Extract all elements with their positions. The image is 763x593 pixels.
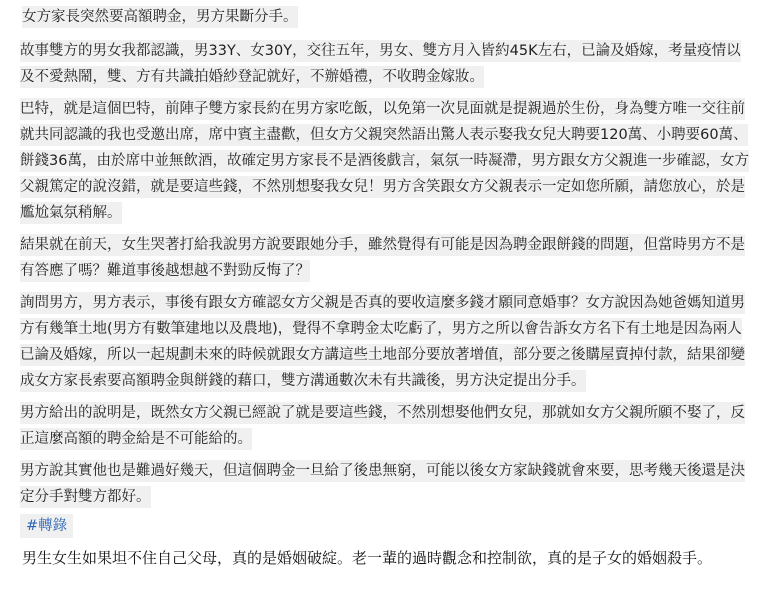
comment-text: 男生女生如果坦不住自己父母，真的是婚姻破綻。老一輩的過時觀念和控制欲，真的是子女的婚姻殺手。 bbox=[22, 549, 713, 567]
post-paragraph-title bbox=[0, 0, 763, 30]
paragraph-text: 故事雙方的男女我都認識，男33Y、女30Y，交往五年，男女、雙方月入皆約45K左右，已論及婚嫁，考量疫情以及不愛熱鬧，雙、方有共識拍婚紗登記就好，不辦婚禮，不收聘金嫁妝。 bbox=[20, 40, 741, 88]
paragraph-text: 女方家長突然要高額聘金，男方果斷分手。 bbox=[22, 6, 298, 28]
post-paragraph bbox=[0, 96, 763, 226]
paragraph-text: 男方給出的說明是，既然女方父親已經說了就是要這些錢，不然別想娶他們女兒，那就如女方父親所願不娶了，反正這麼高額的聘金給是不可能給的。 bbox=[20, 402, 745, 450]
paragraph-text: 結果就在前天，女生哭著打給我說男方說要跟她分手，雖然覺得有可能是因為聘金跟餅錢的問題，但當時男方不是有答應了嗎？難道事後越想越不對勁反悔了？ bbox=[20, 234, 745, 282]
paragraph-text: 詢問男方，男方表示，事後有跟女方確認女方父親是否真的要收這麼多錢才願同意婚事？女方說因為她爸媽知道男方有幾筆土地(男方有數筆建地以及農地)，覺得不拿聘金太吃虧了，男方之所以會告訴女方名下有土地是因為兩人已論及婚嫁，所以一起規劃未來的時候就跟女方講這些土地部分要放著增值，部分要之後購屋賣掉付款，結果卻變成女方家長索要高額聘金與餅錢的藉口，雙方溝通數次未有共識後，男方決定提出分手。 bbox=[20, 292, 745, 392]
post-paragraph bbox=[0, 38, 763, 90]
paragraph-text: 巴特，就是這個巴特，前陣子雙方家長約在男方家吃飯，以免第一次見面就是提親過於生份，身為雙方唯一交往前就共同認識的我也受邀出席，席中賓主盡歡，但女方父親突然語出驚人表示娶我女兒大聘要120萬、小聘要60萬、餅錢36萬，由於席中並無飲酒，故確定男方家長不是酒後戲言，氣氛一時凝滯，男方跟女方父親進一步確認，女方父親篤定的說沒錯，就是要這些錢，不然別想娶我女兒！男方含笑跟女方父親表示一定如您所願，請您放心，於是尷尬氣氛稍解。 bbox=[20, 98, 749, 224]
post-paragraph bbox=[0, 400, 763, 452]
hashtag-link[interactable]: #轉錄 bbox=[20, 514, 73, 538]
paragraph-text: 男方說其實他也是難過好幾天，但這個聘金一旦給了後患無窮，可能以後女方家缺錢就會來要，思考幾天後還是決定分手對雙方都好。 bbox=[20, 460, 745, 508]
post-paragraph bbox=[0, 232, 763, 284]
post-paragraph bbox=[0, 458, 763, 510]
post-paragraph bbox=[0, 290, 763, 394]
